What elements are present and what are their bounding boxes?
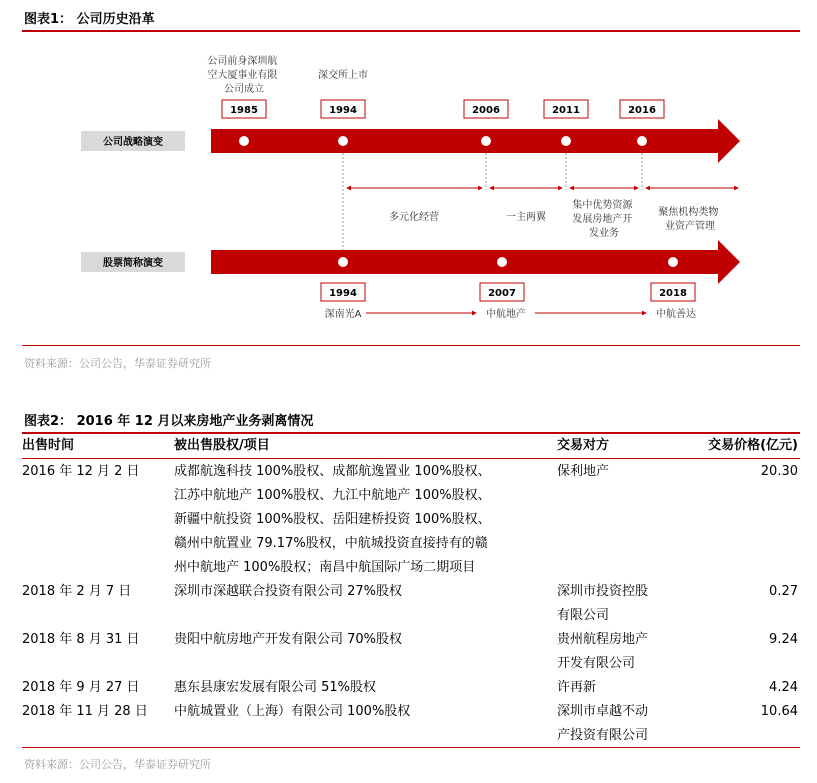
dot-2016 — [637, 136, 647, 146]
figure1-source: 资料来源：公司公告，华泰证券研究所 — [24, 357, 211, 370]
svg-text:2006: 2006 — [472, 105, 500, 116]
table-row: 2018 年 8 月 31 日 贵阳中航房地产开发有限公司 70%股权 贵州航程房地产 开发有限公司 9.24 — [22, 632, 798, 671]
stock-name-1: 深南光A — [324, 309, 362, 320]
table-row: 2018 年 9 月 27 日 惠东县康宏发展有限公司 51%股权 许再新 4.24 — [22, 680, 798, 695]
svg-text:2011: 2011 — [552, 105, 580, 116]
table-row: 2018 年 2 月 7 日 深圳市深越联合投资有限公司 27%股权 深圳市投资控股 有限公司 0.27 — [22, 584, 798, 623]
top-year-2006 — [464, 100, 508, 118]
dot-2006 — [481, 136, 491, 146]
bottom-year-1994 — [321, 283, 365, 301]
bottom-year-2007 — [480, 283, 524, 301]
strategy-arrow — [211, 119, 740, 163]
dot-2011 — [561, 136, 571, 146]
history-timeline — [0, 30, 817, 345]
svg-text:1994: 1994 — [329, 105, 357, 116]
figure2-source: 资料来源：公司公告，华泰证券研究所 — [24, 758, 211, 771]
table-header — [22, 434, 800, 458]
note-1994: 深交所上市 — [318, 70, 368, 81]
phase-diversified: 多元化经营 — [389, 212, 439, 223]
divestment-table — [22, 432, 800, 743]
phase-property-mgmt: 聚焦机构类物 业资产管理 — [658, 207, 719, 232]
strategy-label: 公司战略演变 — [103, 137, 163, 148]
header-rule — [22, 458, 800, 459]
svg-text:2016: 2016 — [628, 105, 656, 116]
stock-name-2: 中航地产 — [486, 309, 526, 320]
header-price: 交易价格(亿元) — [708, 438, 798, 453]
note-1985: 公司前身深圳航 空大厦事业有限 公司成立 — [207, 56, 278, 95]
figure1-title: 图表1： 公司历史沿革 — [24, 12, 155, 27]
dot-b-1994 — [338, 257, 348, 267]
header-party: 交易对方 — [557, 438, 610, 453]
top-year-1985 — [222, 100, 266, 118]
header-item: 被出售股权/项目 — [174, 438, 270, 453]
stock-arrow — [211, 240, 740, 284]
bottom-year-2018 — [651, 283, 695, 301]
phase-one-main: 一主两翼 — [506, 212, 546, 223]
figure2-title: 图表2： 2016 年 12 月以来房地产业务剥离情况 — [24, 414, 314, 429]
header-date: 出售时间 — [22, 438, 75, 453]
top-year-2011 — [544, 100, 588, 118]
table-row: 2018 年 11 月 28 日 中航城置业（上海）有限公司 100%股权 深圳市卓越不动 产投资有限公司 10.64 — [22, 704, 798, 743]
stock-name-3: 中航善达 — [656, 309, 696, 320]
stock-label: 股票简称演变 — [103, 258, 163, 269]
top-year-2016 — [620, 100, 664, 118]
dot-1994 — [338, 136, 348, 146]
dot-b-2018 — [668, 257, 678, 267]
dot-1985 — [239, 136, 249, 146]
figure1-bottom-rule — [22, 345, 800, 346]
figure2-bottom-rule — [22, 747, 800, 748]
table-row: 2016 年 12 月 2 日 成都航逸科技 100%股权、成都航逸置业 100%股权、 江苏中航地产 100%股权、九江中航地产 100%股权、 新疆中航投资 100%股权、岳阳建桥投资 100%股权、 赣州中航置业 79.17%股权，中航城投资直接持有的赣 州中航地产 100%股权；南昌中航国际广场二期项目 保利地产 20.30 — [22, 464, 798, 575]
top-year-1994 — [321, 100, 365, 118]
dot-b-2007 — [497, 257, 507, 267]
svg-text:1994: 1994 — [329, 288, 357, 299]
svg-text:2007: 2007 — [488, 288, 516, 299]
svg-text:1985: 1985 — [230, 105, 258, 116]
phase-focus-realestate: 集中优势资源 发展房地产开 发业务 — [572, 200, 633, 239]
svg-text:2018: 2018 — [659, 288, 687, 299]
